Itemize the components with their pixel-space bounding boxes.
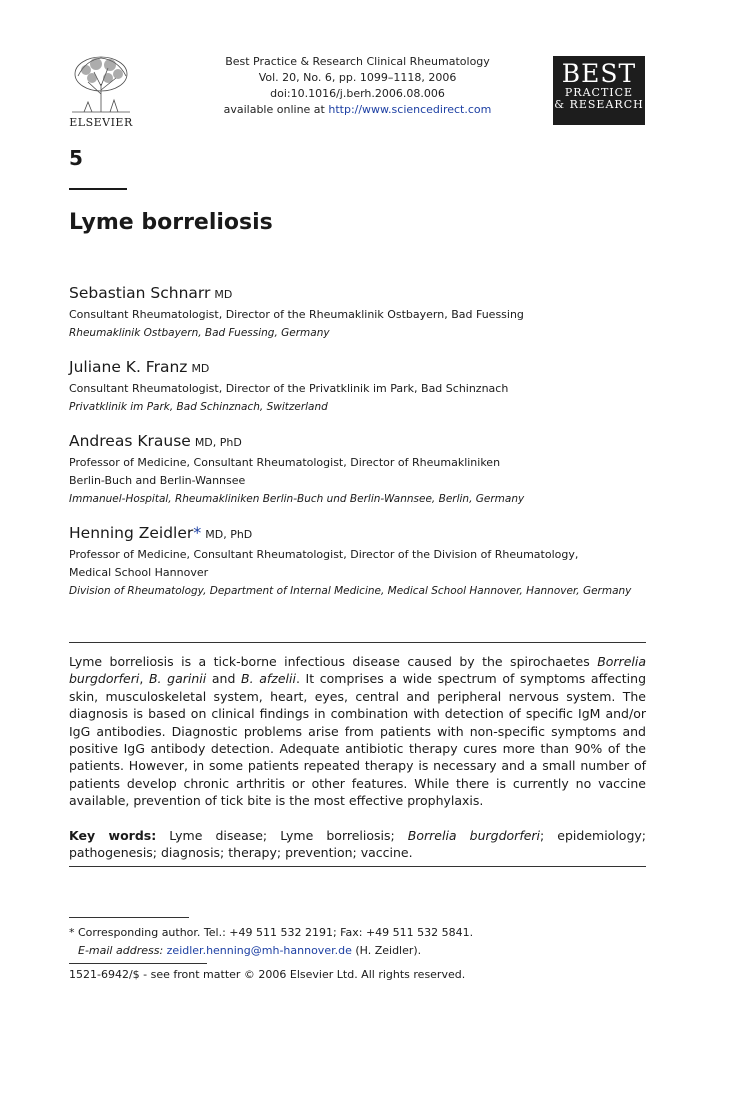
abstract-bottom-rule (69, 866, 646, 867)
abstract-text: . It comprises a wide spectrum of symptoms affecting skin, musculoskeletal system, heart, eyes, central and peripheral nervous system. The diagnosis is based on clinical findings in combination with detection of specific IgM and/or IgG antibodies. Diagnostic problems arise from patients with non-specific symptoms and positive IgG antibody detection. Adequate antibiotic therapy cures more than 90% of the patients. However, in some patients repeated therapy is necessary and a small number of patients develop chronic arthritis or other features. While there is currently no vaccine available, prevention of tick bite is the most effective prophylaxis. (69, 671, 646, 809)
abstract-text: Lyme borreliosis is a tick-borne infectious disease caused by the spirochaetes (69, 654, 598, 669)
footnote (69, 924, 649, 960)
author-position: Medical School Hannover (69, 566, 209, 579)
author-affiliation: Division of Rheumatology, Department of Internal Medicine, Medical School Hannover, Hannover, Germany (69, 585, 632, 597)
journal-header (190, 54, 525, 118)
author-block (69, 282, 649, 342)
author-degree: MD (191, 362, 210, 375)
availability (190, 102, 525, 118)
sciencedirect-link[interactable]: http://www.sciencedirect.com (328, 103, 492, 116)
best-practice-logo (553, 56, 645, 125)
author-affiliation: Privatklinik im Park, Bad Schinznach, Switzerland (69, 401, 328, 413)
abstract-top-rule (69, 642, 646, 643)
author-block (69, 522, 649, 600)
journal-name: Best Practice & Research Clinical Rheumatology (225, 55, 490, 68)
email-line (69, 942, 649, 960)
author-position: Professor of Medicine, Consultant Rheumatologist, Director of the Division of Rheumatology, (69, 548, 579, 561)
species-name: Borrelia burgdorferi (69, 654, 646, 687)
author-block (69, 430, 649, 508)
chapter-number: 5 (69, 146, 83, 170)
volume-info: Vol. 20, No. 6, pp. 1099–1118, 2006 (258, 71, 457, 84)
author-name (69, 356, 649, 380)
availability-prefix: available online at (223, 103, 329, 116)
doi: doi:10.1016/j.berh.2006.08.006 (270, 87, 445, 100)
author-name-text: Andreas Krause (69, 432, 191, 450)
elsevier-tree-icon (66, 54, 136, 114)
logo-best: BEST (561, 59, 637, 88)
corresponding-author-marker[interactable]: * (193, 523, 202, 542)
author-block (69, 356, 649, 416)
email-label: E-mail address: (78, 944, 167, 957)
email-suffix: (H. Zeidler). (351, 944, 422, 957)
species-name: B. afzelii (241, 671, 296, 687)
author-position: Consultant Rheumatologist, Director of the Privatklinik im Park, Bad Schinznach (69, 382, 509, 395)
footnote-rule (69, 917, 189, 918)
author-name-text: Sebastian Schnarr (69, 284, 211, 302)
corresponding-author-note: * Corresponding author. Tel.: +49 511 532 2191; Fax: +49 511 532 5841. (69, 926, 474, 939)
keywords-label: Key words: (69, 828, 157, 843)
author-name (69, 282, 649, 306)
logo-research: & RESEARCH (554, 98, 644, 111)
abstract-text: , (139, 671, 149, 687)
abstract-text: and (206, 671, 242, 687)
author-degree: MD, PhD (194, 436, 242, 449)
publisher-name: ELSEVIER (69, 116, 133, 129)
author-list (69, 282, 649, 614)
chapter-divider (69, 188, 127, 190)
author-position: Berlin-Buch and Berlin-Wannsee (69, 474, 246, 487)
author-degree: MD, PhD (205, 528, 253, 541)
elsevier-logo (66, 54, 136, 132)
author-name-text: Juliane K. Franz (69, 358, 188, 376)
keywords-text: ; epidemiology; pathogenesis; diagnosis; therapy; prevention; vaccine. (69, 828, 646, 861)
author-degree: MD (214, 288, 233, 301)
copyright-rule (69, 963, 207, 964)
keyword-italic: Borrelia burgdorferi (407, 828, 541, 843)
keywords-text: Lyme disease; Lyme borreliosis; (156, 828, 408, 843)
author-name (69, 522, 649, 546)
email-link[interactable]: zeidler.henning@mh-hannover.de (166, 944, 352, 957)
author-affiliation: Immanuel-Hospital, Rheumakliniken Berlin-Buch und Berlin-Wannsee, Berlin, Germany (69, 493, 525, 505)
abstract (69, 653, 646, 810)
logo-practice: PRACTICE (564, 86, 634, 99)
author-name (69, 430, 649, 454)
author-position: Consultant Rheumatologist, Director of the Rheumaklinik Ostbayern, Bad Fuessing (69, 308, 524, 321)
species-name: B. garinii (148, 671, 207, 687)
author-name-text: Henning Zeidler (69, 524, 194, 542)
article-title: Lyme borreliosis (69, 210, 273, 235)
copyright: 1521-6942/$ - see front matter © 2006 Elsevier Ltd. All rights reserved. (69, 968, 466, 981)
keywords (69, 827, 646, 862)
author-position: Professor of Medicine, Consultant Rheumatologist, Director of Rheumakliniken (69, 456, 501, 469)
author-affiliation: Rheumaklinik Ostbayern, Bad Fuessing, Germany (69, 327, 330, 339)
